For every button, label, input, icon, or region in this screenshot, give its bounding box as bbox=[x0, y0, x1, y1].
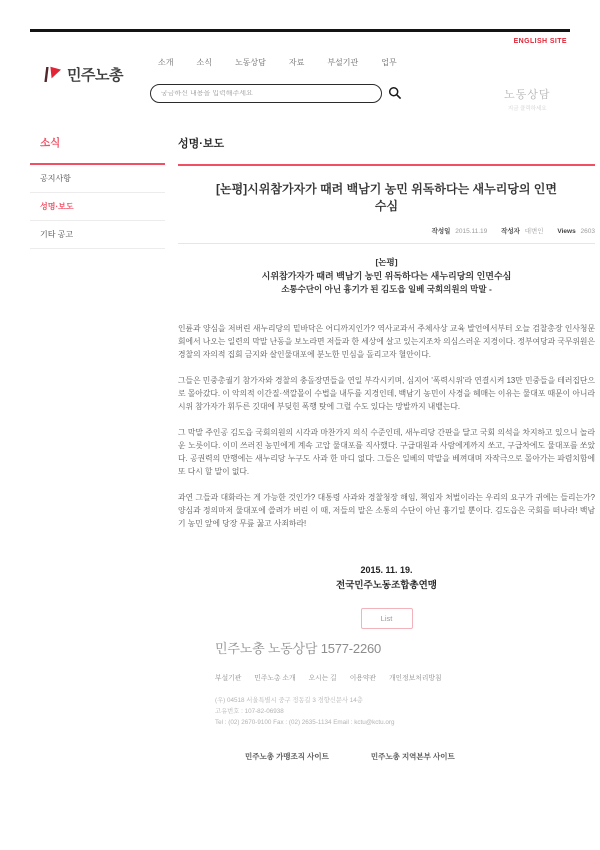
statement-heading bbox=[178, 256, 595, 297]
meta-date-value: 2015.11.19 bbox=[455, 228, 488, 235]
signature-org: 전국민주노동조합총연맹 bbox=[336, 579, 437, 591]
meta-views-value: 2603 bbox=[580, 228, 595, 235]
statement-subtitle: 소통수단이 아닌 흉기가 된 김도읍 일베 국회의원의 막말 - bbox=[281, 284, 492, 294]
post-title: [논평]시위참가자가 때려 백남기 농민 위독하다는 새누리당의 인면수심 bbox=[216, 182, 557, 213]
post-divider bbox=[178, 243, 595, 244]
paragraph-4: 과연 그들과 대화라는 게 가능한 것인가? 대통령 사과와 경찰청장 해임, 책임자 처벌이라는 우리의 요구가 귀에는 들리는가? 양심과 정의마저 물대포에 쓸려가 버린 이 때, 저들의 말은 소통의 수단이 아닌 흉기일 뿐이다. 김도읍은 국회를 떠나라! 백남기 농민 앞에 당장 무릎 꿇고 사죄하라! bbox=[178, 492, 595, 528]
meta-author-value: 대변인 bbox=[524, 228, 544, 235]
statement-body bbox=[178, 322, 595, 530]
footer-link-affiliates[interactable]: 부설기관 bbox=[215, 675, 242, 682]
paragraph-1: 인륜과 양심을 저버린 새누리당의 밑바닥은 어디까지인가? 역사교과서 주체사상 교육 발언에서부터 오늘 검찰총장 인사청문회에서 나오는 일련의 막말 난동을 보노라면 저들과 한 세상에 살고 있는지조차 의심스러운 지경이다. 정부여당과 국무위원은 경찰의 자의적 집회 금지와 살인물대포에 분노한 민심을 돌리고자 혈안이다. bbox=[178, 323, 595, 359]
post-meta bbox=[178, 226, 595, 235]
sidebar-item-etc[interactable]: 기타 공고 bbox=[30, 221, 165, 249]
paragraph-2: 그들은 민중총궐기 참가자와 경찰의 충돌장면들을 연일 부각시키며, 심지어 '폭력시위'라 연결시켜 13만 민중들을 테러집단으로 몰아갔다. 이 악의적 이간질·색깔몰이 수법을 내두를 지경인데, 백남기 농민이 사경을 헤매는 이유는 물대포 때문이 아니라 시위 참가자가 휘두른 깃대에 부딪힌 폭행 탓에 그럴 수도 있다는 망발까지 내뱉는다. bbox=[178, 375, 595, 411]
footer-address-line1: (우) 04518 서울특별시 중구 정동길 3 경향신문사 14층 bbox=[215, 697, 363, 704]
statement-title: 시위참가자가 때려 백남기 농민 위독하다는 새누리당의 인면수심 bbox=[261, 270, 512, 281]
nav-news[interactable]: 소식 bbox=[196, 58, 212, 67]
footer-links bbox=[215, 672, 575, 682]
sidebar-item-statements[interactable]: 성명·보도 bbox=[30, 193, 165, 221]
meta-author-label: 작성자 bbox=[501, 228, 520, 235]
footer-affiliate-sites-link[interactable]: 민주노총 가맹조직 사이트 bbox=[245, 752, 329, 761]
signature-block bbox=[178, 563, 595, 593]
kctu-logo[interactable] bbox=[43, 64, 123, 85]
paragraph-3: 그 막말 주인공 김도읍 국회의원의 시각과 마찬가지 의식 수준인데, 새누리당 간판을 달고 국회 의석을 차지하고 있으니 놀라운 노릇이다. 이미 쓰러진 농민에게 계속 고압 물대포를 직사했다. 구급대원과 사람에게까지 쏘고, 구급차에도 물대포를 쏘았다. 공권력의 만행에는 새누리당 누구도 사과 한 마디 없다. 그들은 일베의 막말을 베껴대며 자작극으로 몰아가는 파렴치함에 또 다시 할 말이 없다. bbox=[178, 427, 595, 476]
sidebar-item-notice[interactable]: 공지사항 bbox=[30, 165, 165, 193]
footer-link-about[interactable]: 민주노총 소개 bbox=[254, 675, 296, 682]
footer-address bbox=[215, 695, 575, 728]
nav-affiliates[interactable]: 부설기관 bbox=[327, 58, 359, 67]
footer-link-terms[interactable]: 이용약관 bbox=[349, 675, 376, 682]
main-nav bbox=[158, 57, 397, 68]
logo-text: 민주노총 bbox=[67, 67, 123, 84]
sidebar-title: 소식 bbox=[30, 128, 165, 165]
content-area bbox=[178, 128, 595, 629]
footer bbox=[215, 638, 575, 762]
footer-site-links bbox=[215, 751, 575, 762]
quicklink-title: 노동상담 bbox=[504, 89, 551, 101]
nav-tasks[interactable]: 업무 bbox=[381, 58, 397, 67]
english-site-link[interactable]: ENGLISH SITE bbox=[513, 38, 567, 45]
section-title: 성명·보도 bbox=[178, 128, 595, 166]
footer-address-line3: Tel : (02) 2670-9100 Fax : (02) 2635-1134 Email : kctu@kctu.org bbox=[215, 719, 395, 726]
meta-views-label: Views bbox=[557, 228, 576, 235]
top-black-bar bbox=[30, 29, 570, 32]
signature-date: 2015. 11. 19. bbox=[360, 564, 413, 575]
list-button[interactable]: List bbox=[361, 608, 413, 629]
nav-labor-counsel[interactable]: 노동상담 bbox=[234, 58, 266, 67]
nav-resources[interactable]: 자료 bbox=[288, 58, 305, 67]
footer-link-privacy[interactable]: 개인정보처리방침 bbox=[388, 675, 442, 682]
labor-counsel-quicklink[interactable] bbox=[504, 86, 551, 112]
footer-link-directions[interactable]: 오시는 길 bbox=[308, 675, 337, 682]
sidebar bbox=[30, 128, 165, 249]
flag-icon bbox=[43, 66, 62, 83]
footer-regional-sites-link[interactable]: 민주노총 지역본부 사이트 bbox=[370, 752, 455, 761]
footer-address-line2: 고유번호 : 107-82-06938 bbox=[215, 708, 284, 715]
nav-about[interactable]: 소개 bbox=[158, 58, 174, 67]
footer-title: 민주노총 노동상담 1577-2260 bbox=[215, 641, 382, 656]
search-input[interactable] bbox=[161, 90, 371, 97]
search-icon[interactable] bbox=[388, 86, 402, 100]
search-box[interactable] bbox=[150, 84, 382, 103]
quicklink-subtitle: 지금 클릭하세요 bbox=[507, 106, 547, 112]
statement-tag: [논평] bbox=[375, 257, 398, 267]
meta-date-label: 작성일 bbox=[431, 228, 451, 235]
